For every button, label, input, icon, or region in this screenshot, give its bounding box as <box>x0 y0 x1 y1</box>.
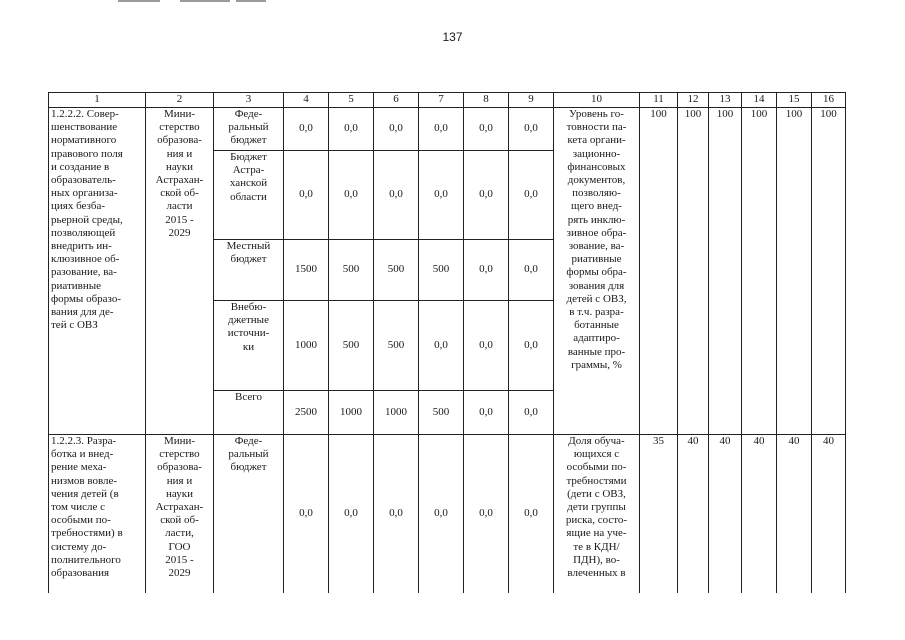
value-cell: 500 <box>329 240 374 301</box>
target-cell: 40 <box>709 435 742 593</box>
value-cell: 1000 <box>374 391 419 435</box>
header-cell: 12 <box>678 93 709 108</box>
indicator-cell: Доля обуча- ющихся с особыми по- требностями (дети с ОВЗ, дети группы риска, состо- ящие на уче- те в КДН/ ПДН), во- влеченных в <box>554 435 640 593</box>
header-cell: 3 <box>214 93 284 108</box>
value-cell: 0,0 <box>284 108 329 151</box>
value-cell: 0,0 <box>284 151 329 240</box>
header-cell: 5 <box>329 93 374 108</box>
target-cell: 100 <box>777 108 812 435</box>
header-row <box>49 93 846 108</box>
indicator-cell: Уровень го- товности па- кета органи- зационно- финансовых документов, позволяю- щего внед- рять инклю- зивное обра- зование, ва- риативные формы обра- зования для детей с ОВЗ, в т.ч. разра- ботанные адаптиро- ванные про- граммы, % <box>554 108 640 435</box>
value-cell: 0,0 <box>419 151 464 240</box>
scan-artifact <box>180 0 230 2</box>
value-cell: 500 <box>374 240 419 301</box>
funding-source-cell: Феде- ральный бюджет <box>214 435 284 593</box>
table-row <box>49 435 846 593</box>
value-cell: 0,0 <box>419 301 464 391</box>
scan-artifact <box>118 0 160 2</box>
header-cell: 9 <box>509 93 554 108</box>
value-cell: 2500 <box>284 391 329 435</box>
target-cell: 40 <box>777 435 812 593</box>
target-cell: 40 <box>742 435 777 593</box>
value-cell: 0,0 <box>329 151 374 240</box>
funding-source-cell: Местный бюджет <box>214 240 284 301</box>
value-cell: 0,0 <box>374 108 419 151</box>
value-cell: 0,0 <box>509 391 554 435</box>
target-cell: 100 <box>709 108 742 435</box>
executor-cell: Мини- стерство образова- ния и науки Астрахан- ской об- ласти, ГОО 2015 - 2029 <box>146 435 214 593</box>
target-cell: 100 <box>812 108 846 435</box>
value-cell: 1000 <box>329 391 374 435</box>
target-cell: 40 <box>678 435 709 593</box>
value-cell: 0,0 <box>464 108 509 151</box>
header-cell: 6 <box>374 93 419 108</box>
value-cell: 1500 <box>284 240 329 301</box>
value-cell: 0,0 <box>329 435 374 593</box>
value-cell: 0,0 <box>464 435 509 593</box>
header-cell: 11 <box>640 93 678 108</box>
header-cell: 1 <box>49 93 146 108</box>
measure-cell: 1.2.2.3. Разра- ботка и внед- рение меха- низмов вовле- чения детей (в том числе с особыми по- требностями) в систему до- полнительного образования <box>49 435 146 593</box>
target-cell: 40 <box>812 435 846 593</box>
value-cell: 0,0 <box>509 240 554 301</box>
target-cell: 100 <box>678 108 709 435</box>
value-cell: 0,0 <box>464 391 509 435</box>
target-cell: 100 <box>742 108 777 435</box>
value-cell: 0,0 <box>284 435 329 593</box>
target-cell: 35 <box>640 435 678 593</box>
funding-source-cell: Внебю- джетные источни- ки <box>214 301 284 391</box>
funding-source-cell: Бюджет Астра- ханской области <box>214 151 284 240</box>
funding-source-cell: Всего <box>214 391 284 435</box>
scan-artifact <box>236 0 266 2</box>
measure-cell: 1.2.2.2. Совер- шенствование нормативного правового поля и создание в образователь- ных организа- циях безба- рьерной среды, позволяющей внедрить ин- клюзивное об- разование, ва- риативные формы образо- вания для де- тей с ОВЗ <box>49 108 146 435</box>
page-number: 137 <box>442 30 463 44</box>
value-cell: 0,0 <box>374 435 419 593</box>
header-cell: 16 <box>812 93 846 108</box>
value-cell: 0,0 <box>329 108 374 151</box>
value-cell: 0,0 <box>419 108 464 151</box>
value-cell: 0,0 <box>464 240 509 301</box>
target-cell: 100 <box>640 108 678 435</box>
value-cell: 0,0 <box>419 435 464 593</box>
header-cell: 7 <box>419 93 464 108</box>
value-cell: 500 <box>374 301 419 391</box>
header-cell: 4 <box>284 93 329 108</box>
header-cell: 8 <box>464 93 509 108</box>
header-cell: 13 <box>709 93 742 108</box>
funding-source-cell: Феде- ральный бюджет <box>214 108 284 151</box>
header-cell: 2 <box>146 93 214 108</box>
value-cell: 1000 <box>284 301 329 391</box>
value-cell: 0,0 <box>374 151 419 240</box>
value-cell: 500 <box>419 240 464 301</box>
value-cell: 0,0 <box>509 435 554 593</box>
header-cell: 14 <box>742 93 777 108</box>
value-cell: 500 <box>419 391 464 435</box>
value-cell: 0,0 <box>464 301 509 391</box>
value-cell: 500 <box>329 301 374 391</box>
value-cell: 0,0 <box>464 151 509 240</box>
value-cell: 0,0 <box>509 151 554 240</box>
header-cell: 10 <box>554 93 640 108</box>
executor-cell: Мини- стерство образова- ния и науки Астрахан- ской об- ласти 2015 - 2029 <box>146 108 214 435</box>
value-cell: 0,0 <box>509 108 554 151</box>
header-cell: 15 <box>777 93 812 108</box>
value-cell: 0,0 <box>509 301 554 391</box>
table-row <box>49 108 846 151</box>
program-measures-table <box>48 92 846 593</box>
